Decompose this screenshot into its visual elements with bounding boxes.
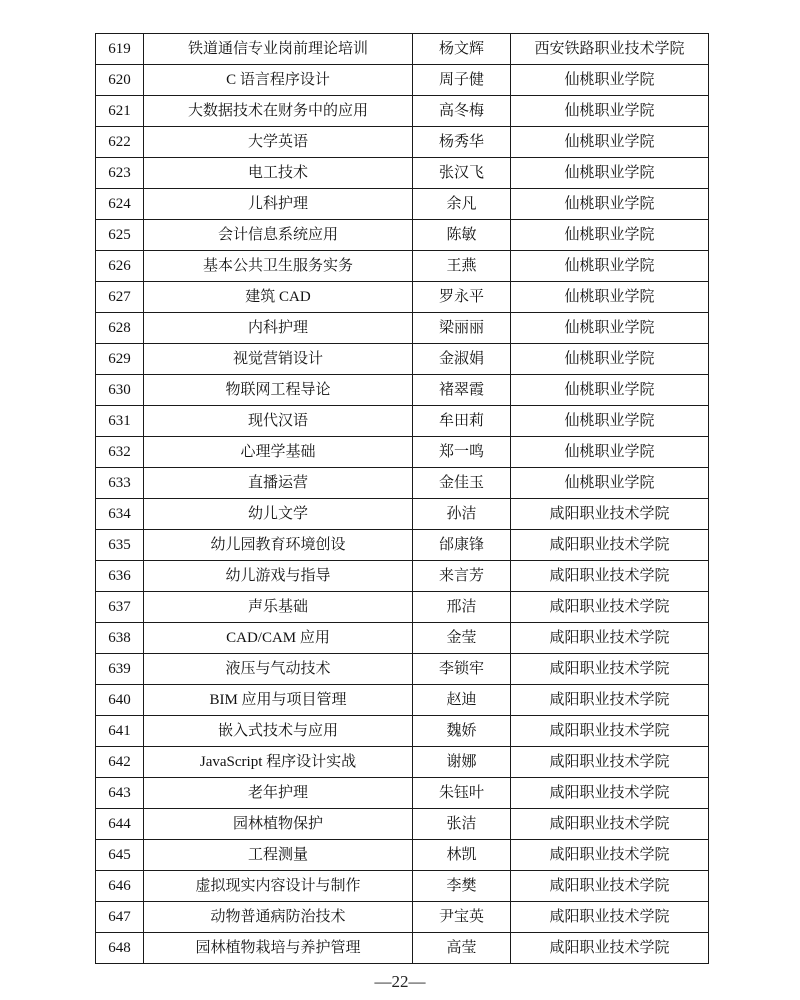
school-name: 仙桃职业学院	[511, 344, 709, 375]
table-row	[96, 96, 709, 127]
row-number: 637	[96, 592, 144, 623]
course-name: 大数据技术在财务中的应用	[144, 96, 413, 127]
row-number: 638	[96, 623, 144, 654]
school-name: 仙桃职业学院	[511, 437, 709, 468]
course-name: 大学英语	[144, 127, 413, 158]
table-row	[96, 251, 709, 282]
teacher-name: 张洁	[413, 809, 511, 840]
row-number: 628	[96, 313, 144, 344]
course-name: 嵌入式技术与应用	[144, 716, 413, 747]
table-row	[96, 716, 709, 747]
teacher-name: 周子健	[413, 65, 511, 96]
school-name: 仙桃职业学院	[511, 220, 709, 251]
table-row	[96, 654, 709, 685]
teacher-name: 孙洁	[413, 499, 511, 530]
row-number: 621	[96, 96, 144, 127]
school-name: 咸阳职业技术学院	[511, 778, 709, 809]
course-name: 儿科护理	[144, 189, 413, 220]
school-name: 仙桃职业学院	[511, 96, 709, 127]
teacher-name: 罗永平	[413, 282, 511, 313]
row-number: 629	[96, 344, 144, 375]
teacher-name: 金莹	[413, 623, 511, 654]
table-row	[96, 189, 709, 220]
teacher-name: 牟田莉	[413, 406, 511, 437]
table-row	[96, 406, 709, 437]
school-name: 咸阳职业技术学院	[511, 809, 709, 840]
table-row	[96, 747, 709, 778]
row-number: 623	[96, 158, 144, 189]
row-number: 633	[96, 468, 144, 499]
table-row	[96, 468, 709, 499]
course-name: 园林植物保护	[144, 809, 413, 840]
course-name: 铁道通信专业岗前理论培训	[144, 34, 413, 65]
row-number: 636	[96, 561, 144, 592]
course-name: 电工技术	[144, 158, 413, 189]
course-name: 液压与气动技术	[144, 654, 413, 685]
row-number: 630	[96, 375, 144, 406]
teacher-name: 杨文辉	[413, 34, 511, 65]
table-row	[96, 34, 709, 65]
table-row	[96, 840, 709, 871]
table-row	[96, 685, 709, 716]
row-number: 625	[96, 220, 144, 251]
row-number: 619	[96, 34, 144, 65]
table-row	[96, 902, 709, 933]
teacher-name: 郑一鸣	[413, 437, 511, 468]
row-number: 641	[96, 716, 144, 747]
teacher-name: 李樊	[413, 871, 511, 902]
course-name: 视觉营销设计	[144, 344, 413, 375]
course-name: 动物普通病防治技术	[144, 902, 413, 933]
teacher-name: 魏娇	[413, 716, 511, 747]
teacher-name: 邰康锋	[413, 530, 511, 561]
school-name: 咸阳职业技术学院	[511, 902, 709, 933]
school-name: 仙桃职业学院	[511, 313, 709, 344]
row-number: 643	[96, 778, 144, 809]
row-number: 624	[96, 189, 144, 220]
course-name: 工程测量	[144, 840, 413, 871]
teacher-name: 高冬梅	[413, 96, 511, 127]
table-row	[96, 313, 709, 344]
teacher-name: 梁丽丽	[413, 313, 511, 344]
school-name: 仙桃职业学院	[511, 127, 709, 158]
table-row	[96, 282, 709, 313]
teacher-name: 尹宝英	[413, 902, 511, 933]
row-number: 620	[96, 65, 144, 96]
row-number: 626	[96, 251, 144, 282]
teacher-name: 陈敏	[413, 220, 511, 251]
table-row	[96, 933, 709, 964]
page-number: —22—	[374, 972, 426, 991]
table-row	[96, 437, 709, 468]
course-name: 幼儿游戏与指导	[144, 561, 413, 592]
row-number: 627	[96, 282, 144, 313]
course-name: 直播运营	[144, 468, 413, 499]
teacher-name: 张汉飞	[413, 158, 511, 189]
table-row	[96, 778, 709, 809]
course-name: JavaScript 程序设计实战	[144, 747, 413, 778]
table-row	[96, 809, 709, 840]
table-row	[96, 623, 709, 654]
row-number: 647	[96, 902, 144, 933]
table-row	[96, 871, 709, 902]
row-number: 631	[96, 406, 144, 437]
teacher-name: 来言芳	[413, 561, 511, 592]
row-number: 642	[96, 747, 144, 778]
course-list-table	[95, 33, 709, 964]
course-name: 内科护理	[144, 313, 413, 344]
teacher-name: 金佳玉	[413, 468, 511, 499]
teacher-name: 邢洁	[413, 592, 511, 623]
course-name: 会计信息系统应用	[144, 220, 413, 251]
school-name: 仙桃职业学院	[511, 406, 709, 437]
course-name: BIM 应用与项目管理	[144, 685, 413, 716]
teacher-name: 林凯	[413, 840, 511, 871]
teacher-name: 金淑娟	[413, 344, 511, 375]
table-row	[96, 220, 709, 251]
row-number: 622	[96, 127, 144, 158]
school-name: 仙桃职业学院	[511, 282, 709, 313]
row-number: 645	[96, 840, 144, 871]
row-number: 640	[96, 685, 144, 716]
teacher-name: 赵迪	[413, 685, 511, 716]
course-name: 物联网工程导论	[144, 375, 413, 406]
row-number: 632	[96, 437, 144, 468]
row-number: 648	[96, 933, 144, 964]
school-name: 西安铁路职业技术学院	[511, 34, 709, 65]
course-table-body	[96, 34, 709, 964]
course-name: 现代汉语	[144, 406, 413, 437]
course-name: 建筑 CAD	[144, 282, 413, 313]
school-name: 咸阳职业技术学院	[511, 716, 709, 747]
school-name: 咸阳职业技术学院	[511, 840, 709, 871]
table-row	[96, 65, 709, 96]
table-row	[96, 561, 709, 592]
teacher-name: 谢娜	[413, 747, 511, 778]
school-name: 仙桃职业学院	[511, 65, 709, 96]
school-name: 咸阳职业技术学院	[511, 685, 709, 716]
teacher-name: 余凡	[413, 189, 511, 220]
course-name: 幼儿园教育环境创设	[144, 530, 413, 561]
teacher-name: 褚翠霞	[413, 375, 511, 406]
row-number: 646	[96, 871, 144, 902]
table-row	[96, 375, 709, 406]
table-row	[96, 344, 709, 375]
school-name: 仙桃职业学院	[511, 158, 709, 189]
teacher-name: 李锁牢	[413, 654, 511, 685]
table-row	[96, 499, 709, 530]
table-row	[96, 592, 709, 623]
teacher-name: 高莹	[413, 933, 511, 964]
row-number: 644	[96, 809, 144, 840]
table-row	[96, 530, 709, 561]
row-number: 635	[96, 530, 144, 561]
school-name: 咸阳职业技术学院	[511, 592, 709, 623]
course-name: 基本公共卫生服务实务	[144, 251, 413, 282]
school-name: 咸阳职业技术学院	[511, 561, 709, 592]
course-name: 幼儿文学	[144, 499, 413, 530]
school-name: 仙桃职业学院	[511, 189, 709, 220]
school-name: 仙桃职业学院	[511, 468, 709, 499]
row-number: 634	[96, 499, 144, 530]
course-name: 老年护理	[144, 778, 413, 809]
table-row	[96, 127, 709, 158]
course-name: CAD/CAM 应用	[144, 623, 413, 654]
school-name: 咸阳职业技术学院	[511, 747, 709, 778]
school-name: 咸阳职业技术学院	[511, 623, 709, 654]
course-name: 声乐基础	[144, 592, 413, 623]
school-name: 咸阳职业技术学院	[511, 933, 709, 964]
teacher-name: 王燕	[413, 251, 511, 282]
course-name: 虚拟现实内容设计与制作	[144, 871, 413, 902]
teacher-name: 杨秀华	[413, 127, 511, 158]
course-name: C 语言程序设计	[144, 65, 413, 96]
teacher-name: 朱钰叶	[413, 778, 511, 809]
school-name: 仙桃职业学院	[511, 375, 709, 406]
school-name: 咸阳职业技术学院	[511, 654, 709, 685]
school-name: 咸阳职业技术学院	[511, 499, 709, 530]
table-row	[96, 158, 709, 189]
row-number: 639	[96, 654, 144, 685]
course-name: 园林植物栽培与养护管理	[144, 933, 413, 964]
school-name: 咸阳职业技术学院	[511, 530, 709, 561]
school-name: 仙桃职业学院	[511, 251, 709, 282]
course-name: 心理学基础	[144, 437, 413, 468]
school-name: 咸阳职业技术学院	[511, 871, 709, 902]
